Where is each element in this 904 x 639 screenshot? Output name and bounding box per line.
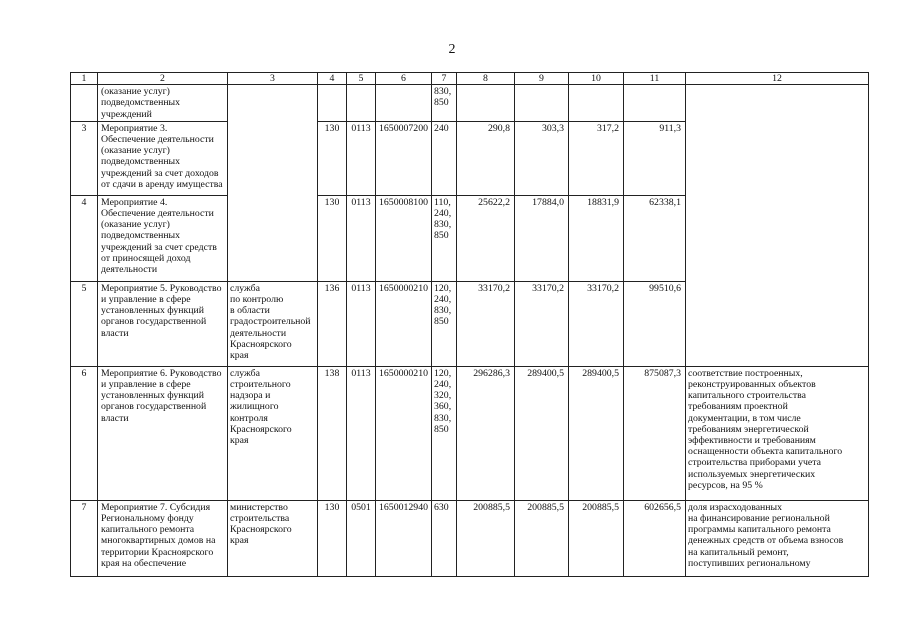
amount-total: 62338,1 [624,195,686,281]
activity-name: Мероприятие 4. Обеспечение деятельности (оказание услуг) подведомственных учреждений за счет средств от приносящей доход деятельности [98,195,228,281]
column-header: 5 [347,73,376,85]
ministry-code: 130 [318,121,347,195]
section-code: 0501 [347,500,376,576]
amount-year-3 [569,85,624,122]
executor [228,85,318,282]
ministry-code: 130 [318,195,347,281]
amount-total: 875087,3 [624,366,686,500]
target-article [376,85,432,122]
activity-name: Мероприятие 7. Субсидия Региональному фонду капитального ремонта многоквартирных домов на территории Красноярского края на обеспечение [98,500,228,576]
activity-name: (оказание услуг) подведомственных учреждений [98,85,228,122]
section-code: 0113 [347,195,376,281]
amount-year-1: 200885,5 [457,500,515,576]
column-header: 4 [318,73,347,85]
expected-result: соответствие построенных, реконструированных объектов капитального строительства требованиям проектной документации, в том числе требованиям энергетической эффективности и требованиям оснащенности объекта капитального строительства приборами учета используемых энергетических ресурсов, на 95 % [686,366,869,500]
section-code: 0113 [347,121,376,195]
expense-type: 120, 240, 320, 360, 830, 850 [432,366,457,500]
expense-type: 110, 240, 830, 850 [432,195,457,281]
ministry-code: 136 [318,281,347,366]
column-number-header-row [71,73,869,85]
column-header: 1 [71,73,98,85]
amount-year-1: 296286,3 [457,366,515,500]
target-article: 1650012940 [376,500,432,576]
amount-year-3: 33170,2 [569,281,624,366]
executor: служба строительного надзора и жилищного контроля Красноярского края [228,366,318,500]
column-header: 2 [98,73,228,85]
amount-year-1: 25622,2 [457,195,515,281]
column-header: 6 [376,73,432,85]
amount-year-3: 289400,5 [569,366,624,500]
row-number: 7 [71,500,98,576]
target-article: 1650000210 [376,281,432,366]
executor: служба по контролю в области градостроительной деятельности Красноярского края [228,281,318,366]
expense-type: 630 [432,500,457,576]
column-header: 11 [624,73,686,85]
ministry-code: 130 [318,500,347,576]
target-article: 1650000210 [376,366,432,500]
amount-year-2: 289400,5 [515,366,569,500]
amount-total [624,85,686,122]
row-number: 4 [71,195,98,281]
amount-year-2: 200885,5 [515,500,569,576]
table-row [71,85,869,122]
ministry-code: 138 [318,366,347,500]
amount-year-2: 33170,2 [515,281,569,366]
activity-name: Мероприятие 3. Обеспечение деятельности (оказание услуг) подведомственных учреждений за счет доходов от сдачи в аренду имущества [98,121,228,195]
program-activities-table [70,72,869,577]
amount-year-2 [515,85,569,122]
amount-total: 99510,6 [624,281,686,366]
expected-result [686,85,869,367]
amount-total: 911,3 [624,121,686,195]
row-number: 5 [71,281,98,366]
section-code [347,85,376,122]
amount-year-1 [457,85,515,122]
amount-year-2: 17884,0 [515,195,569,281]
row-number: 3 [71,121,98,195]
table-row [71,366,869,500]
expense-type: 120, 240, 830, 850 [432,281,457,366]
target-article: 1650008100 [376,195,432,281]
target-article: 1650007200 [376,121,432,195]
amount-year-3: 317,2 [569,121,624,195]
expected-result: доля израсходованных на финансирование региональной программы капитального ремонта денежных средств от объема взносов на капитальный ремонт, поступивших региональному [686,500,869,576]
expense-type: 240 [432,121,457,195]
amount-total: 602656,5 [624,500,686,576]
page-number: 2 [448,42,456,57]
row-number [71,85,98,122]
amount-year-2: 303,3 [515,121,569,195]
executor: министерство строительства Красноярского края [228,500,318,576]
amount-year-1: 33170,2 [457,281,515,366]
activity-name: Мероприятие 5. Руководство и управление в сфере установленных функций органов государственной власти [98,281,228,366]
row-number: 6 [71,366,98,500]
ministry-code [318,85,347,122]
amount-year-3: 18831,9 [569,195,624,281]
expense-type: 830, 850 [432,85,457,122]
column-header: 9 [515,73,569,85]
amount-year-1: 290,8 [457,121,515,195]
column-header: 12 [686,73,869,85]
table-row [71,500,869,576]
column-header: 10 [569,73,624,85]
section-code: 0113 [347,366,376,500]
activity-name: Мероприятие 6. Руководство и управление в сфере установленных функций органов государственной власти [98,366,228,500]
amount-year-3: 200885,5 [569,500,624,576]
column-header: 3 [228,73,318,85]
column-header: 8 [457,73,515,85]
section-code: 0113 [347,281,376,366]
column-header: 7 [432,73,457,85]
